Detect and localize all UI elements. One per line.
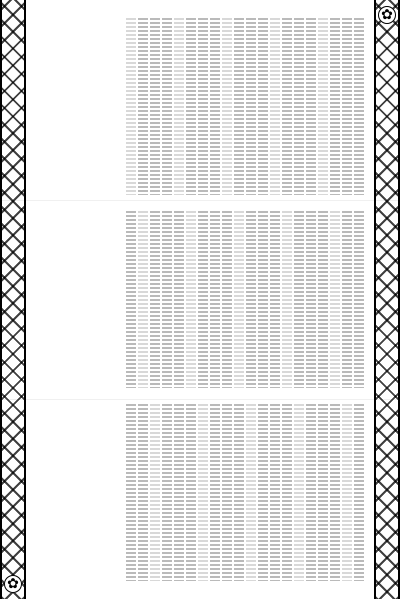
- text-column: [354, 211, 364, 388]
- text-column: [174, 211, 184, 388]
- text-column: [198, 404, 208, 581]
- text-column: [138, 211, 148, 388]
- text-column: [198, 18, 208, 195]
- text-column: [234, 404, 244, 581]
- text-block-middle: [34, 207, 366, 392]
- text-column: [282, 18, 292, 195]
- text-column: [282, 404, 292, 581]
- text-column: [162, 404, 172, 581]
- text-column: [318, 404, 328, 581]
- text-column: [126, 211, 136, 388]
- text-column: [258, 211, 268, 388]
- text-column: [138, 404, 148, 581]
- text-column: [294, 404, 304, 581]
- text-column: [150, 18, 160, 195]
- text-column: [318, 18, 328, 195]
- text-column: [222, 211, 232, 388]
- text-column: [270, 18, 280, 195]
- text-column: [150, 211, 160, 388]
- text-column: [294, 18, 304, 195]
- text-area: [34, 14, 366, 585]
- text-column: [330, 404, 340, 581]
- text-column: [210, 211, 220, 388]
- text-block-upper: [34, 14, 366, 199]
- text-column: [246, 18, 256, 195]
- text-block-lower: [34, 400, 366, 585]
- text-column: [174, 18, 184, 195]
- text-column: [306, 18, 316, 195]
- text-column: [126, 18, 136, 195]
- text-column: [306, 211, 316, 388]
- text-column: [342, 18, 352, 195]
- text-column: [282, 211, 292, 388]
- text-column: [222, 18, 232, 195]
- text-column: [258, 404, 268, 581]
- text-column: [138, 18, 148, 195]
- text-column: [354, 18, 364, 195]
- text-column: [174, 404, 184, 581]
- text-column: [306, 404, 316, 581]
- text-column: [150, 404, 160, 581]
- text-column: [186, 211, 196, 388]
- text-column: [198, 211, 208, 388]
- text-column: [126, 404, 136, 581]
- text-column: [186, 18, 196, 195]
- text-column: [246, 404, 256, 581]
- text-column: [330, 18, 340, 195]
- text-column: [246, 211, 256, 388]
- text-column: [270, 404, 280, 581]
- text-column: [186, 404, 196, 581]
- text-column: [162, 18, 172, 195]
- text-column: [210, 18, 220, 195]
- text-column: [222, 404, 232, 581]
- flower-icon: ✿: [4, 575, 22, 593]
- text-column: [162, 211, 172, 388]
- text-column: [270, 211, 280, 388]
- text-column: [234, 211, 244, 388]
- text-column: [354, 404, 364, 581]
- text-column: [342, 211, 352, 388]
- text-column: [258, 18, 268, 195]
- text-column: [234, 18, 244, 195]
- text-column: [342, 404, 352, 581]
- text-column: [330, 211, 340, 388]
- text-column: [318, 211, 328, 388]
- right-lattice-border: [374, 0, 400, 599]
- flower-icon: ✿: [378, 6, 396, 24]
- text-column: [294, 211, 304, 388]
- text-column: [210, 404, 220, 581]
- left-lattice-border: [0, 0, 26, 599]
